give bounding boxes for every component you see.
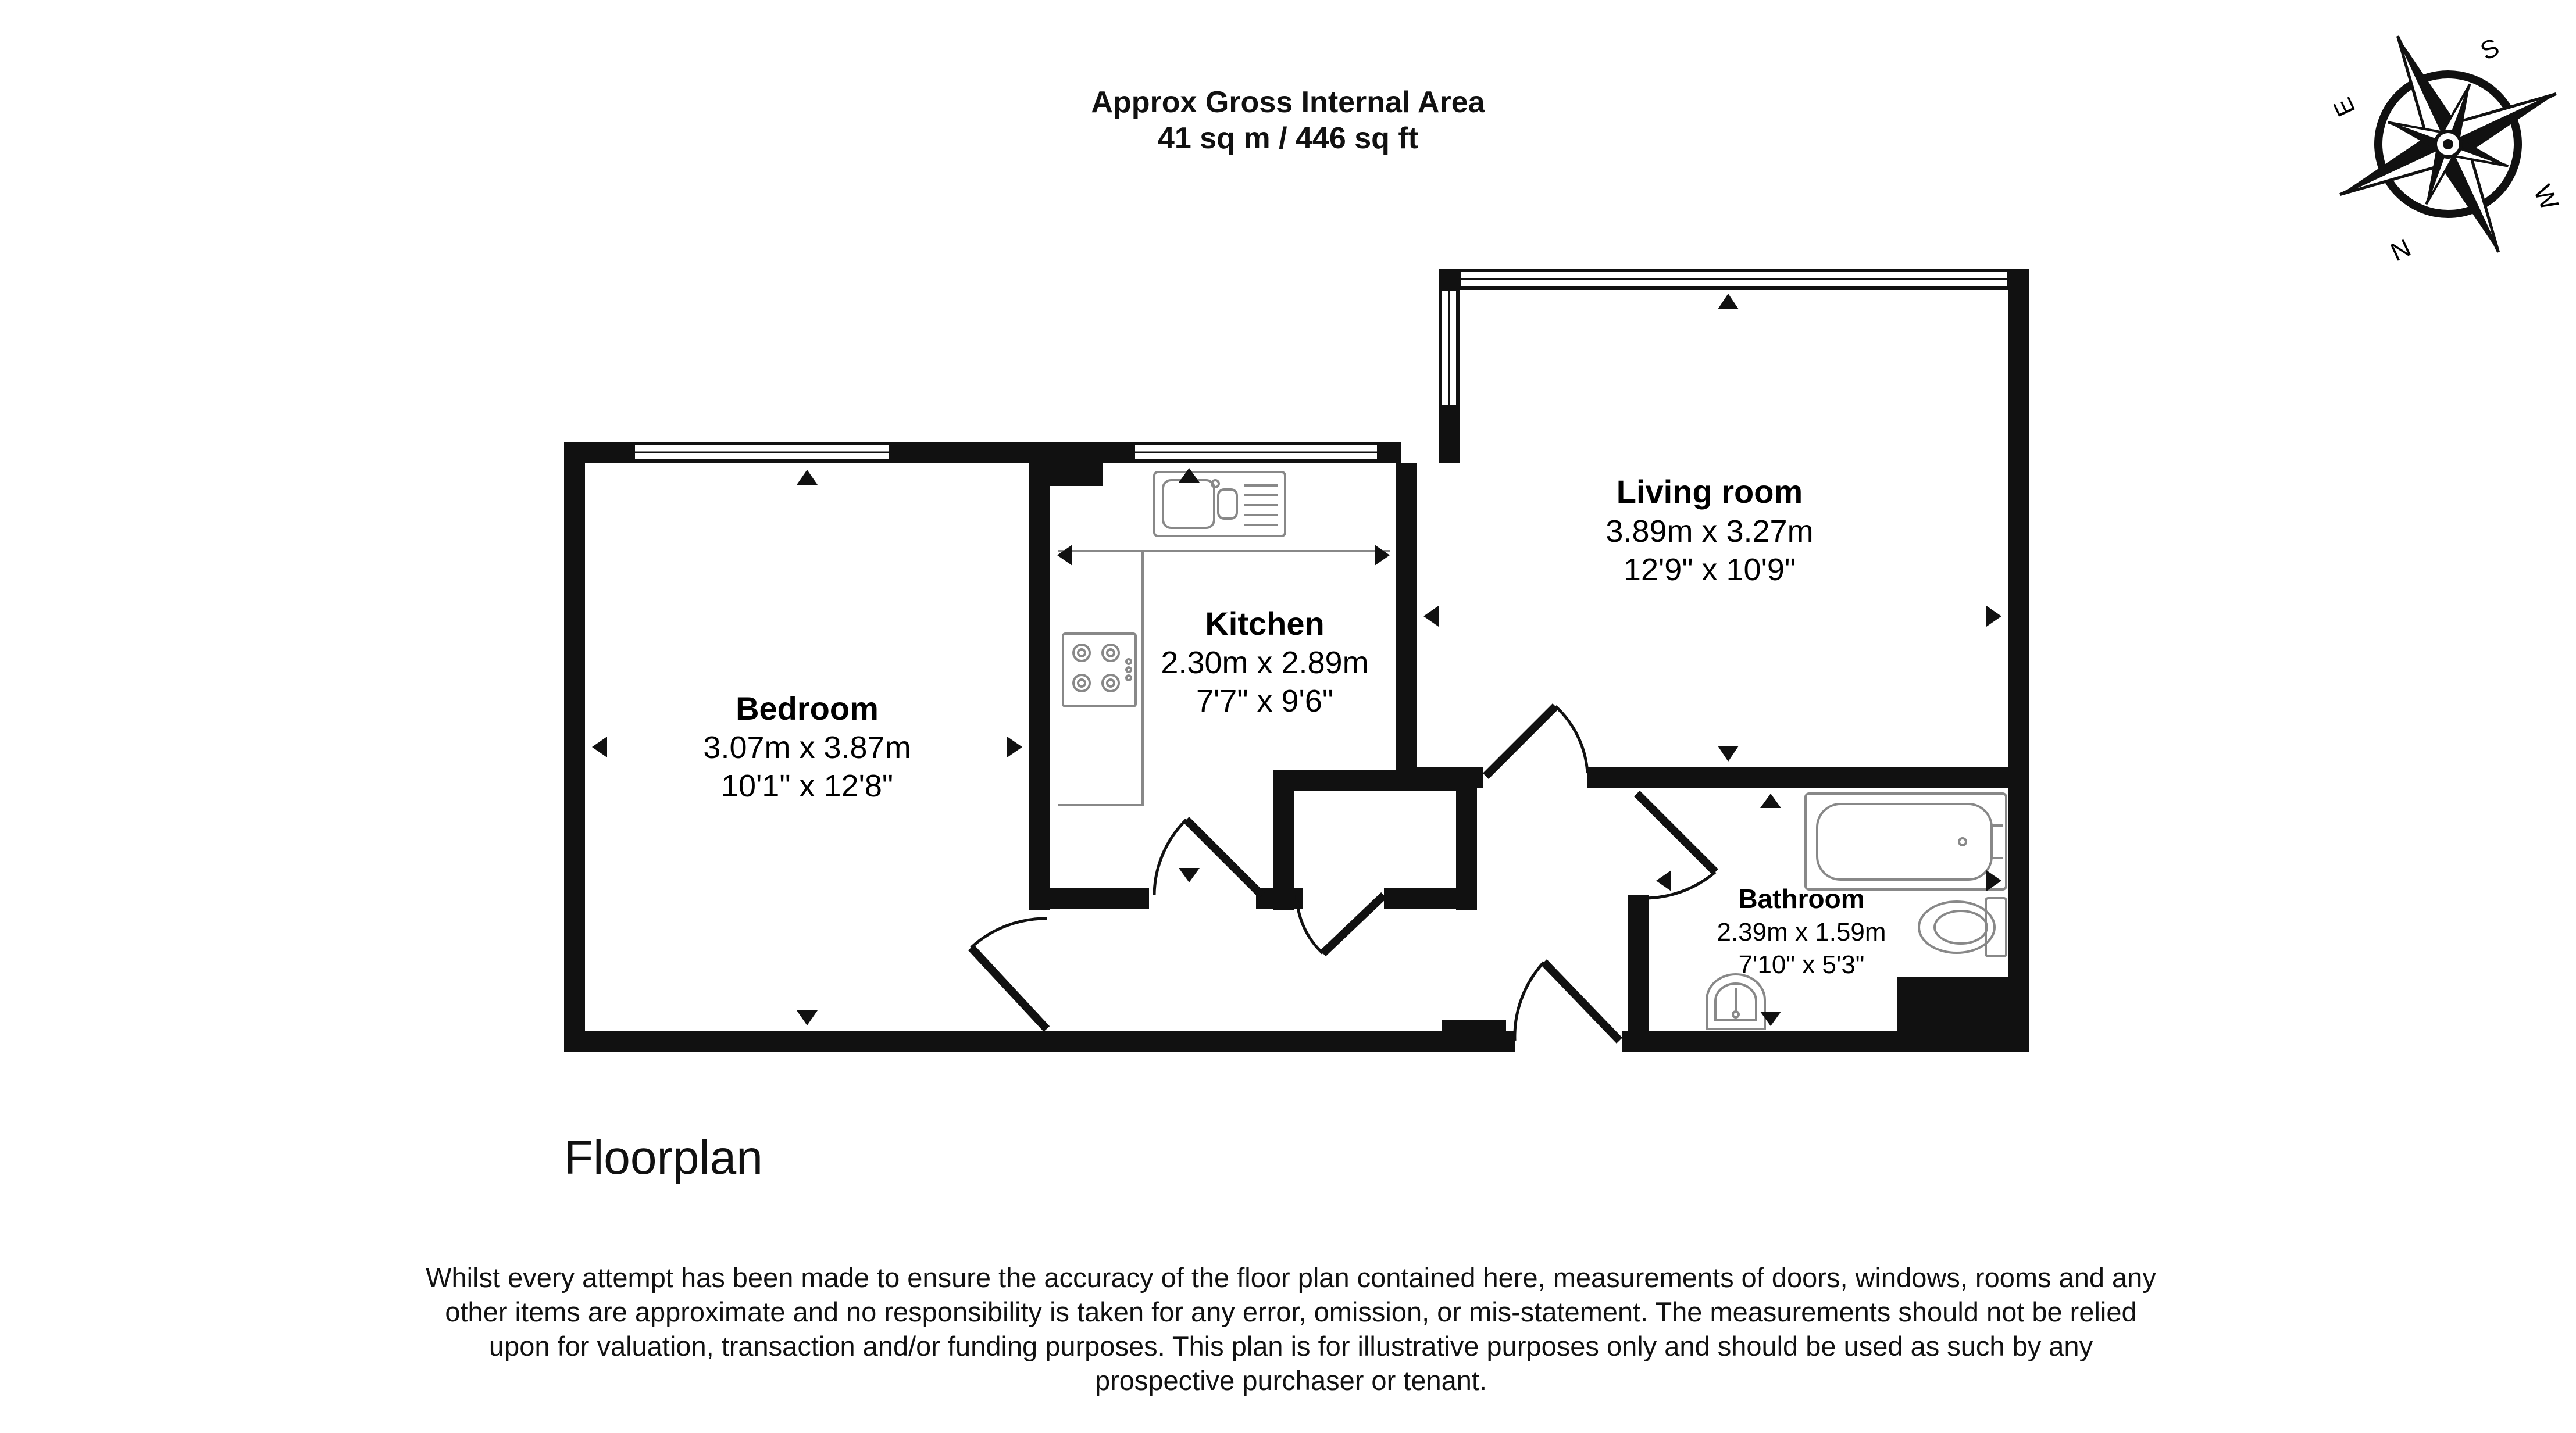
room-name: Living room bbox=[1616, 473, 1803, 510]
room-imperial: 7'10" x 5'3" bbox=[1738, 950, 1865, 979]
area-title: Approx Gross Internal Area bbox=[1091, 85, 1485, 119]
room-metric: 3.07m x 3.87m bbox=[703, 730, 911, 765]
room-living bbox=[1605, 473, 1813, 587]
doors bbox=[971, 706, 1715, 1041]
room-name: Bathroom bbox=[1738, 884, 1865, 914]
sink-icon bbox=[1154, 472, 1285, 536]
room-imperial: 12'9" x 10'9" bbox=[1623, 552, 1796, 587]
windows bbox=[634, 271, 2008, 460]
room-bedroom bbox=[703, 690, 911, 803]
room-metric: 3.89m x 3.27m bbox=[1605, 514, 1814, 549]
room-metric: 2.30m x 2.89m bbox=[1161, 645, 1369, 680]
floorplan-caption: Floorplan bbox=[564, 1131, 763, 1184]
compass-label-s: S bbox=[2476, 33, 2504, 66]
compass-rose-icon bbox=[2290, 0, 2576, 302]
room-name: Kitchen bbox=[1205, 605, 1325, 642]
room-bathroom bbox=[1717, 884, 1886, 979]
compass-label-n: N bbox=[2386, 233, 2415, 267]
room-metric: 2.39m x 1.59m bbox=[1717, 918, 1886, 946]
disclaimer-text: Whilst every attempt has been made to ensure the accuracy of the floor plan contained here, measurements of doors, windows, rooms and any other items are approximate and no responsibility is taken for any error, omission, or mis-statement. The measurements should not be relied upon for valuation, transaction and/or funding purposes. This plan is for illustrative purposes only and should be used as such by any prospective purchaser or tenant. bbox=[426, 1262, 2156, 1396]
room-name: Bedroom bbox=[736, 690, 879, 727]
bathtub-icon bbox=[1806, 794, 2006, 889]
room-kitchen bbox=[1161, 605, 1368, 719]
area-value: 41 sq m / 446 sq ft bbox=[1158, 121, 1418, 155]
room-imperial: 7'7" x 9'6" bbox=[1196, 684, 1334, 719]
room-imperial: 10'1" x 12'8" bbox=[720, 769, 894, 803]
washbasin-icon bbox=[1707, 974, 1765, 1029]
compass-label-e: E bbox=[2328, 93, 2361, 121]
toilet-icon bbox=[1919, 898, 2006, 956]
hob-icon bbox=[1063, 634, 1136, 706]
compass-label-w: W bbox=[2528, 180, 2564, 215]
